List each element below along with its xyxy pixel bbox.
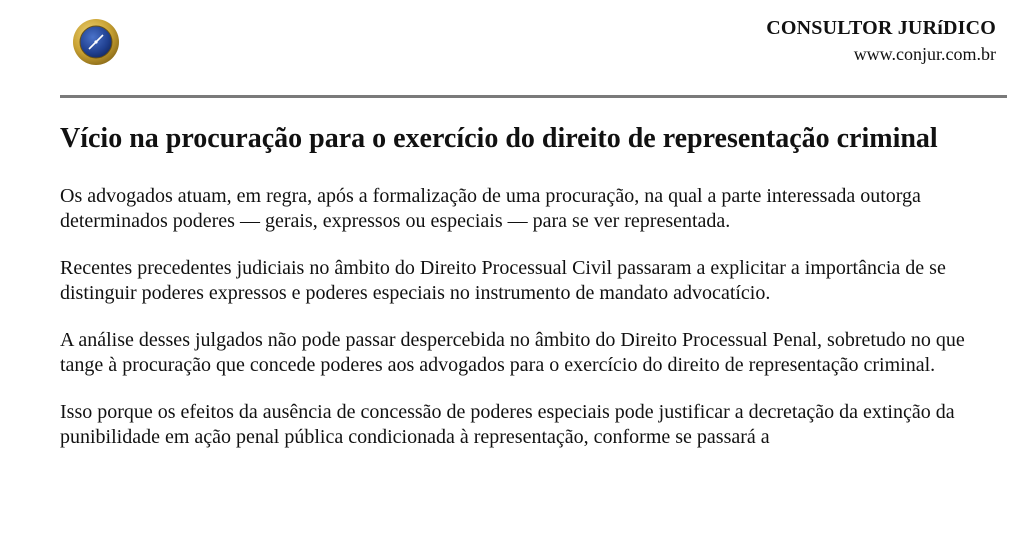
site-url[interactable]: www.conjur.com.br — [853, 44, 996, 64]
conjur-seal-icon[interactable] — [72, 18, 120, 66]
article-paragraph-2: Recentes precedentes judiciais no âmbito do Direito Processual Civil passaram a explicitar a importância de se distinguir poderes expressos e poderes especiais no instrumento de mandato advocatício. — [60, 257, 946, 304]
article-body — [60, 120, 1005, 472]
masthead — [766, 16, 996, 66]
brand-name[interactable]: CONSULTOR JURíDICO — [766, 17, 996, 39]
header-divider — [60, 95, 1007, 98]
article-paragraph-1: Os advogados atuam, em regra, após a formalização de uma procuração, na qual a parte interessada outorga determinados poderes — gerais, expressos ou especiais — para se ver representada. — [60, 185, 921, 232]
article-paragraph-4: Isso porque os efeitos da ausência de concessão de poderes especiais pode justificar a decretação da extinção da punibilidade em ação penal pública condicionada à representação, conforme se passará a — [60, 401, 955, 448]
article-paragraph-3: A análise desses julgados não pode passar despercebida no âmbito do Direito Processual Penal, sobretudo no que tange à procuração que concede poderes aos advogados para o exercício do direito de representação criminal. — [60, 329, 965, 376]
article-title: Vício na procuração para o exercício do direito de representação criminal — [60, 123, 938, 154]
